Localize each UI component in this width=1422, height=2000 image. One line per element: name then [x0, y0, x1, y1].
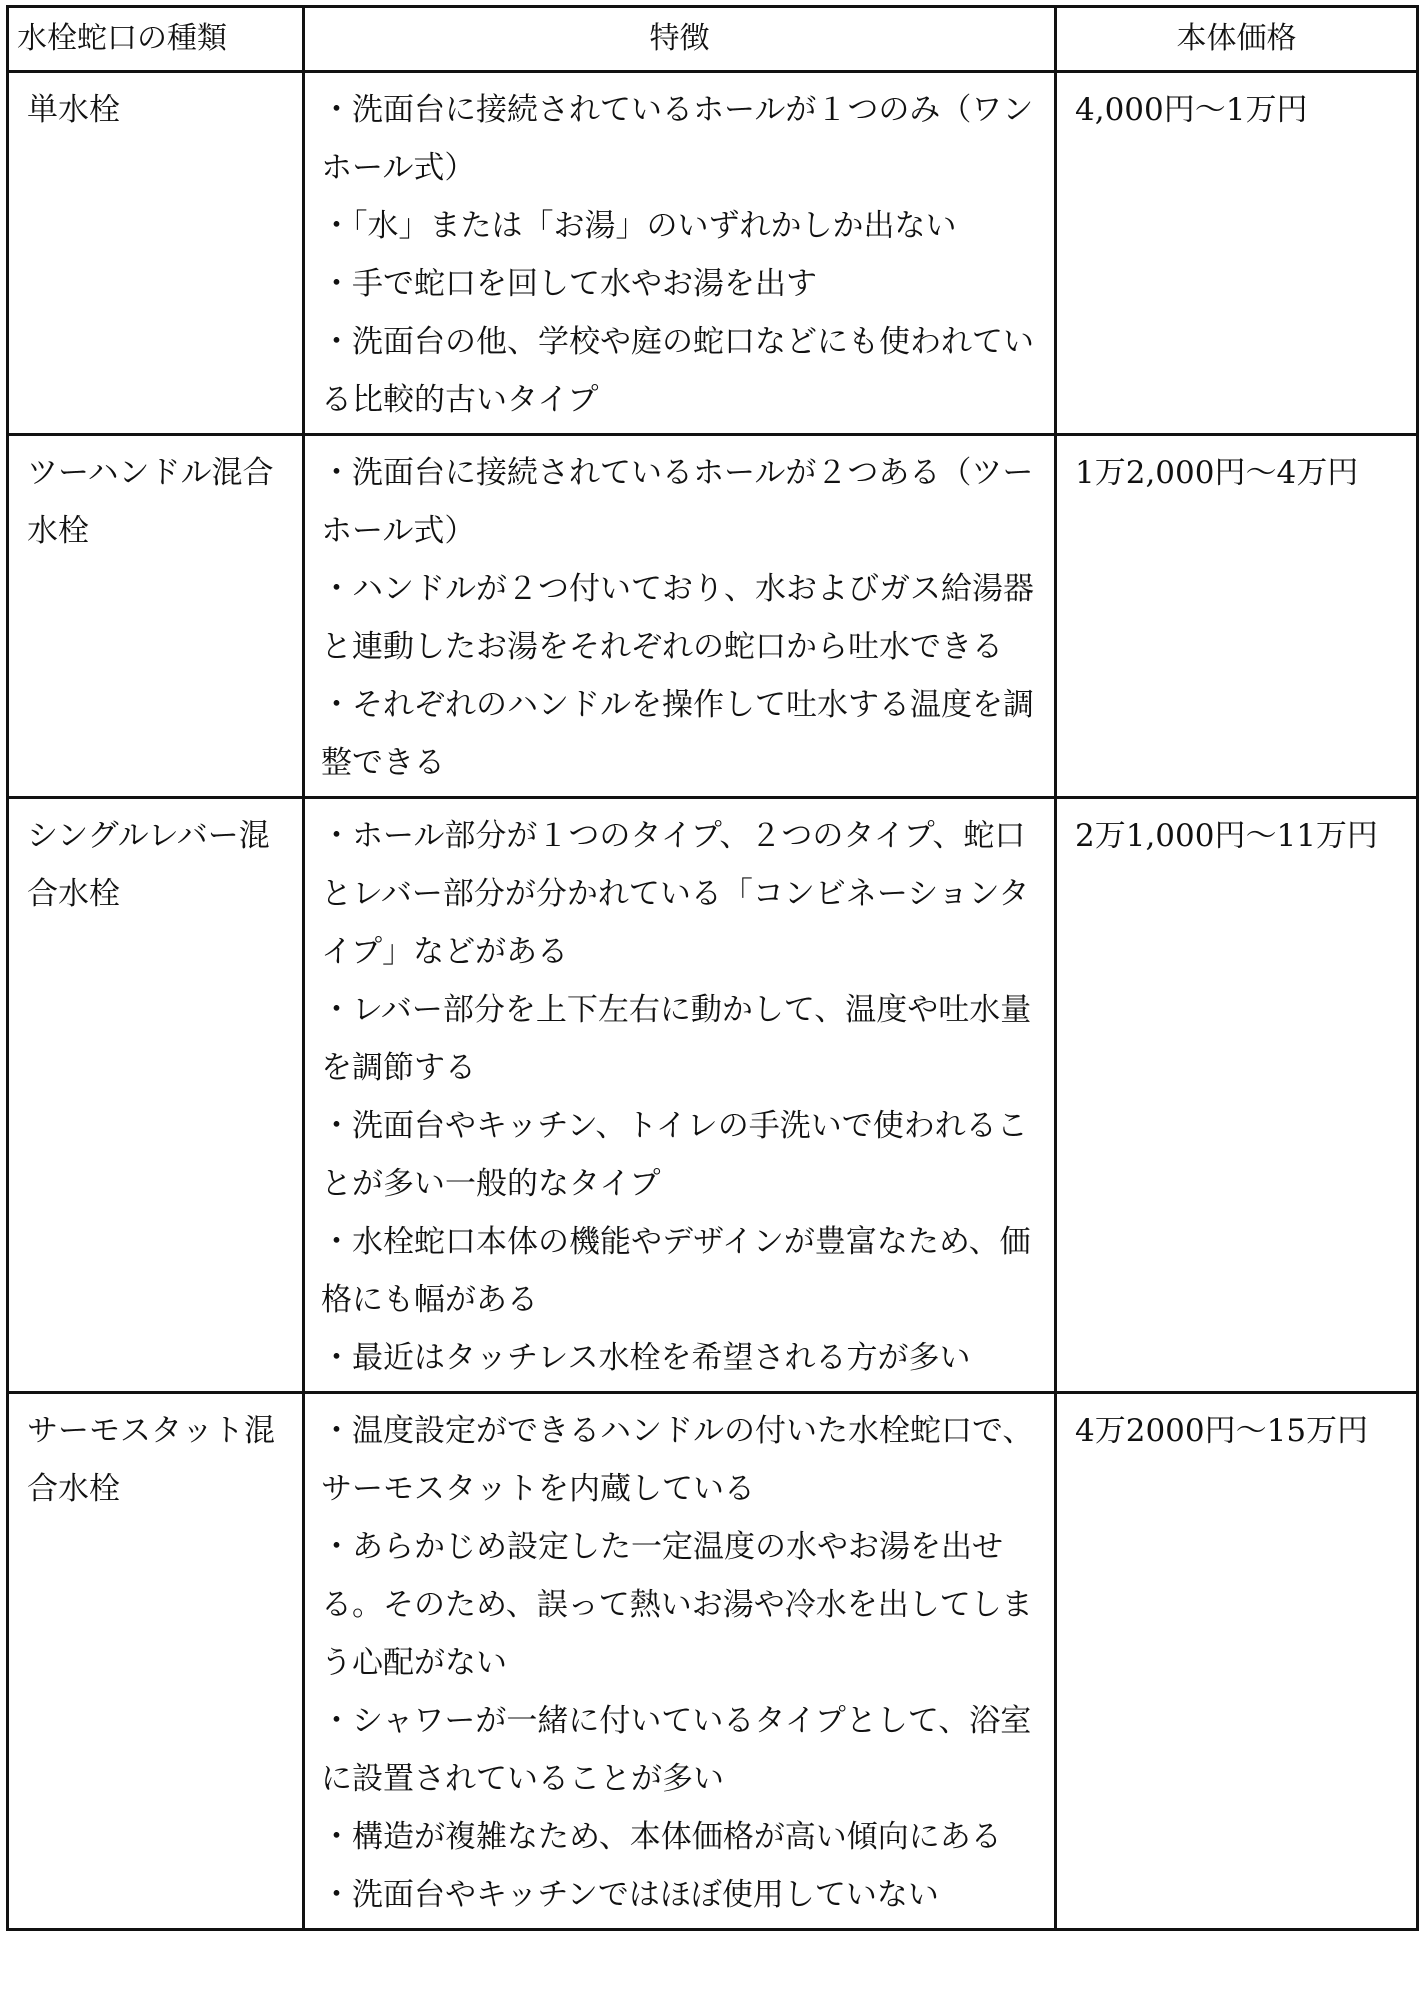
price-cell: 4万2000円〜15万円 [1056, 1393, 1418, 1930]
feature-item: ・洗面台に接続されているホールが１つのみ（ワンホール式） [321, 92, 1034, 186]
feature-item: ・構造が複雑なため、本体価格が高い傾向にある [321, 1819, 1002, 1855]
faucet-type-cell: ツーハンドル混合水栓 [8, 435, 304, 798]
table-row [8, 72, 1418, 435]
feature-item: ・シャワーが一緒に付いているタイプとして、浴室に設置されていることが多い [321, 1703, 1032, 1797]
features-cell [304, 72, 1056, 435]
features-cell [304, 435, 1056, 798]
faucet-type-cell: サーモスタット混合水栓 [8, 1393, 304, 1930]
table-row [8, 798, 1418, 1393]
features-cell [304, 798, 1056, 1393]
price-cell: 1万2,000円〜4万円 [1056, 435, 1418, 798]
feature-item: ・レバー部分を上下左右に動かして、温度や吐水量を調節する [321, 992, 1032, 1086]
header-faucet-type: 水栓蛇口の種類 [8, 7, 304, 72]
header-price: 本体価格 [1056, 7, 1418, 72]
feature-item: ・手で蛇口を回して水やお湯を出す [321, 266, 817, 302]
features-cell [304, 1393, 1056, 1930]
feature-item: ・ハンドルが２つ付いており、水およびガス給湯器と連動したお湯をそれぞれの蛇口から吐水できる [321, 571, 1034, 665]
feature-item: ・あらかじめ設定した一定温度の水やお湯を出せる。そのため、誤って熱いお湯や冷水を出してしまう心配がない [321, 1529, 1033, 1681]
price-cell: 4,000円〜1万円 [1056, 72, 1418, 435]
price-cell: 2万1,000円〜11万円 [1056, 798, 1418, 1393]
faucet-type-cell: シングルレバー混合水栓 [8, 798, 304, 1393]
feature-item: ・温度設定ができるハンドルの付いた水栓蛇口で、サーモスタットを内蔵している [321, 1413, 1034, 1507]
table-row [8, 1393, 1418, 1930]
faucet-type-cell: 単水栓 [8, 72, 304, 435]
feature-item: ・「水」または「お湯」のいずれかしか出ない [321, 208, 957, 244]
feature-item: ・洗面台の他、学校や庭の蛇口などにも使われている比較的古いタイプ [321, 324, 1034, 418]
table-header-row [8, 7, 1418, 72]
table-row [8, 435, 1418, 798]
header-features: 特徴 [304, 7, 1056, 72]
feature-item: ・ホール部分が１つのタイプ、２つのタイプ、蛇口とレバー部分が分かれている「コンビネーションタイプ」などがある [321, 818, 1030, 970]
faucet-comparison-table [6, 5, 1419, 1931]
feature-item: ・最近はタッチレス水栓を希望される方が多い [321, 1340, 971, 1376]
feature-item: ・洗面台に接続されているホールが２つある（ツーホール式） [321, 455, 1034, 549]
feature-item: ・それぞれのハンドルを操作して吐水する温度を調整できる [321, 687, 1034, 781]
feature-item: ・洗面台やキッチンではほぼ使用していない [321, 1877, 939, 1913]
feature-item: ・水栓蛇口本体の機能やデザインが豊富なため、価格にも幅がある [321, 1224, 1031, 1318]
feature-item: ・洗面台やキッチン、トイレの手洗いで使われることが多い一般的なタイプ [321, 1108, 1028, 1202]
